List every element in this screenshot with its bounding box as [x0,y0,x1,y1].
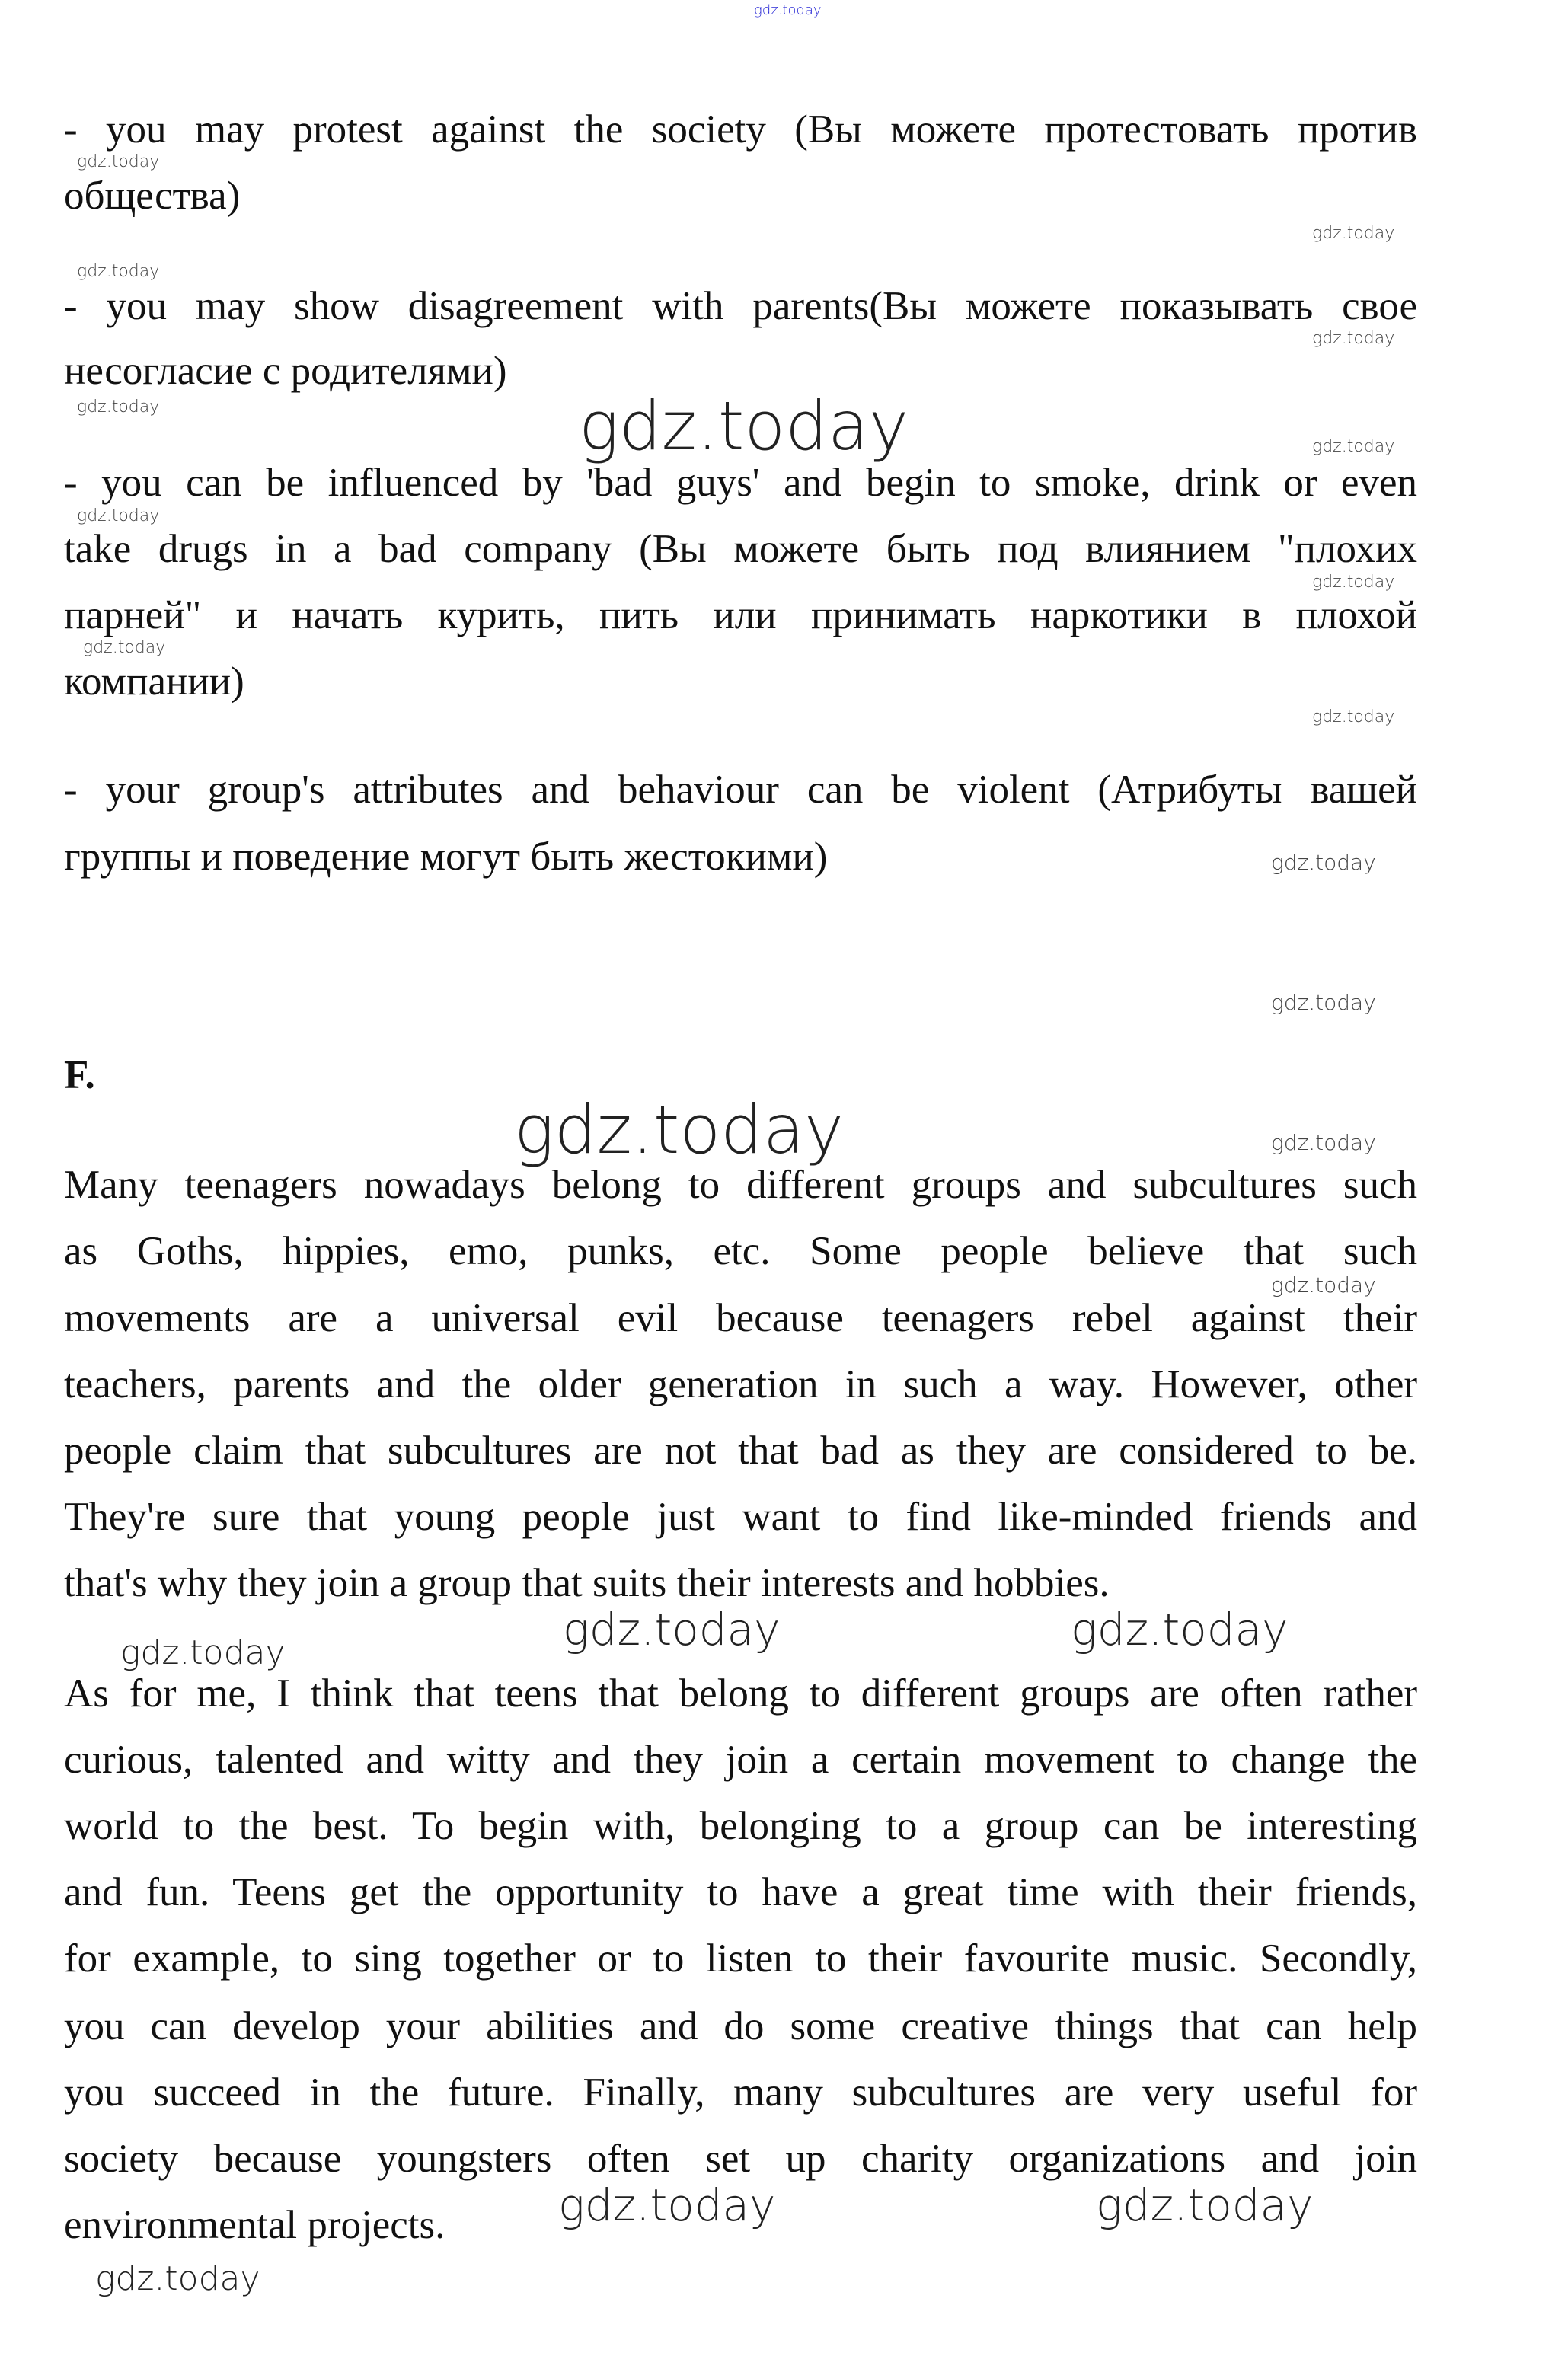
paragraph-line: teachers, parents and the older generation in such a way. However, other [64,1362,1417,1406]
watermark: gdz.today [1271,1130,1376,1155]
paragraph-line: you succeed in the future. Finally, many subcultures are very useful for [64,2070,1417,2115]
watermark: gdz.today [1312,437,1395,456]
watermark-large: gdz.today [514,1090,845,1169]
list-item-line: парней" и начать курить, пить или принимать наркотики в плохой [64,593,1417,637]
watermark: gdz.today [754,2,822,18]
paragraph-line: you can develop your abilities and do some creative things that can help [64,2004,1417,2048]
watermark: gdz.today [563,1604,781,1655]
list-item-line: - your group's attributes and behaviour can be violent (Атрибуты вашей [64,768,1417,812]
paragraph-line: As for me, I think that teens that belong to different groups are often rather [64,1671,1417,1716]
section-heading: F. [64,1053,95,1097]
watermark: gdz.today [1271,1272,1376,1298]
paragraph-line: movements are a universal evil because teenagers rebel against their [64,1296,1417,1340]
watermark: gdz.today [77,152,160,171]
watermark: gdz.today [1312,707,1395,726]
paragraph-line: for example, to sing together or to listen to their favourite music. Secondly, [64,1936,1417,1981]
paragraph-line: people claim that subcultures are not that bad as they are considered to be. [64,1429,1417,1473]
watermark: gdz.today [1271,990,1376,1015]
watermark: gdz.today [77,397,160,417]
watermark: gdz.today [83,638,166,657]
paragraph-line: They're sure that young people just want to find like-minded friends and [64,1495,1417,1539]
watermark: gdz.today [558,2179,776,2231]
watermark: gdz.today [77,262,160,281]
watermark: gdz.today [1096,2179,1314,2231]
watermark: gdz.today [77,506,160,525]
watermark: gdz.today [1271,850,1376,875]
watermark: gdz.today [1312,224,1395,243]
list-item-line: компании) [64,659,244,704]
paragraph-line: environmental projects. [64,2203,445,2247]
list-item-line: группы и поведение могут быть жестокими) [64,835,828,879]
watermark-large: gdz.today [579,387,909,465]
paragraph-line: society because youngsters often set up charity organizations and join [64,2137,1417,2181]
paragraph-line: curious, talented and witty and they join a certain movement to change the [64,1738,1417,1782]
list-item-line: общества) [64,174,241,218]
watermark: gdz.today [120,1633,286,1672]
list-item-line: take drugs in a bad company (Вы можете быть под влиянием "плохих [64,527,1417,571]
list-item-line: - you can be influenced by 'bad guys' and begin to smoke, drink or even [64,461,1417,505]
list-item-line: - you may protest against the society (Вы можете протестовать против [64,107,1417,152]
paragraph-line: world to the best. To begin with, belonging to a group can be interesting [64,1804,1417,1848]
watermark: gdz.today [95,2259,260,2298]
paragraph-line: Many teenagers nowadays belong to different groups and subcultures such [64,1163,1417,1207]
paragraph-line: and fun. Teens get the opportunity to have a great time with their friends, [64,1870,1417,1914]
watermark: gdz.today [1071,1604,1289,1655]
watermark: gdz.today [1312,329,1395,348]
paragraph-line: that's why they join a group that suits their interests and hobbies. [64,1561,1110,1605]
list-item-line: - you may show disagreement with parents(Вы можете показывать свое [64,284,1417,328]
paragraph-line: as Goths, hippies, emo, punks, etc. Some people believe that such [64,1229,1417,1273]
watermark: gdz.today [1312,573,1395,592]
list-item-line: несогласие с родителями) [64,349,507,393]
